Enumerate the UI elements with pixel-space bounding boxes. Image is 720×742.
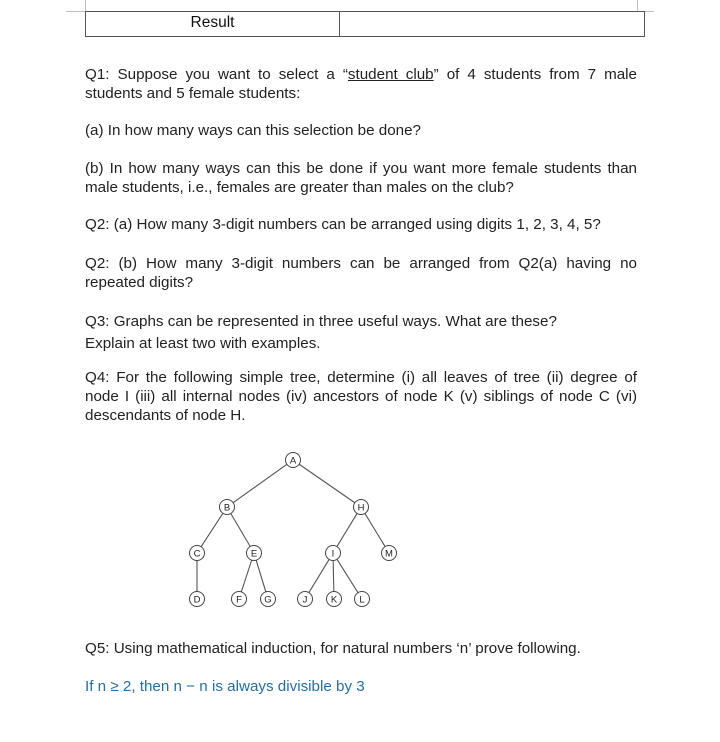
q1b-text-after: female students than male students, i.e., females are greater than males on the club? (85, 160, 637, 196)
tree-node-e (247, 546, 262, 561)
q1b-text-before: (b) In how many ways can this be done if you want (85, 160, 452, 177)
tree-edge-a-h (299, 464, 355, 502)
tree-edge-e-f (241, 560, 251, 592)
tree-edge-b-c (201, 513, 223, 546)
result-label: Result (190, 14, 235, 31)
tree-node-label: G (264, 594, 272, 606)
tree-node-label: B (223, 502, 231, 514)
q5-text: Using mathematical induction, for natural numbers ‘n’ prove following. (109, 640, 581, 657)
question-5 (85, 640, 581, 657)
tree-node-label: K (330, 594, 338, 606)
question-1-part-a: (a) In how many ways can this selection be done? (85, 122, 421, 139)
tree-node-l (355, 592, 370, 607)
tree-node-label: I (331, 548, 335, 560)
q1-underlined-term: student club (347, 66, 434, 83)
tree-node-f (232, 592, 247, 607)
tree-node-g (261, 592, 276, 607)
q4-label: Q4: (85, 369, 110, 386)
tree-edge-e-g (256, 560, 266, 592)
tree-node-label: A (289, 455, 297, 467)
tree-node-c (190, 546, 205, 561)
tree-node-label: F (236, 594, 242, 606)
tree-node-label: D (193, 594, 201, 606)
q2a-text: How many 3-digit numbers can be arranged using digits 1, 2, 3, 4, 5? (132, 216, 601, 233)
q5-label: Q5: (85, 640, 110, 657)
tree-node-a (286, 453, 301, 468)
tree-edge-b-e (231, 513, 250, 546)
q4-text: For the following simple tree, determine (i) all leaves of tree (ii) degree of node I (iii) all internal nodes (iv) ancestors of node K (v) siblings of node C (vi) descendants of node H. (85, 369, 637, 424)
tree-node-i (326, 546, 341, 561)
induction-statement: If n ≥ 2, then n − n is always divisible by 3 (85, 678, 365, 695)
q2b-label: Q2: (b) (85, 255, 138, 272)
tree-node-label: M (385, 548, 393, 560)
tree-node-label: L (359, 594, 365, 606)
q1b-emphasis: more (451, 160, 487, 177)
tree-node-d (190, 592, 205, 607)
q3-line-1: Graphs can be represented in three useful ways. What are these? (109, 313, 557, 330)
tree-edge-i-l (337, 559, 358, 592)
q1-label: Q1: (85, 66, 110, 83)
q3-label: Q3: (85, 313, 110, 330)
q2b-text: How many 3-digit numbers can be arranged from Q2(a) having no repeated digits? (85, 255, 637, 291)
tree-node-label: C (193, 548, 201, 560)
q1-text-before: Suppose you want to select a “ (109, 66, 348, 83)
q1-text-after: ” of 4 students from 7 male students and 5 female students: (85, 66, 638, 102)
q2a-label: Q2: (a) (85, 216, 133, 233)
tree-node-j (298, 592, 313, 607)
tree-node-m (382, 546, 397, 561)
tree-node-h (354, 500, 369, 515)
tree-node-label: H (357, 502, 365, 514)
tree-node-label: J (302, 594, 308, 606)
tree-edge-h-m (365, 513, 385, 546)
q3-line-2: Explain at least two with examples. (85, 335, 321, 352)
tree-node-b (220, 500, 235, 515)
tree-node-label: E (250, 548, 258, 560)
tree-edge-a-b (233, 464, 287, 502)
tree-edge-h-i (337, 513, 357, 546)
tree-edge-i-k (333, 560, 334, 591)
tree-edge-i-j (309, 559, 329, 592)
tree-node-k (327, 592, 342, 607)
